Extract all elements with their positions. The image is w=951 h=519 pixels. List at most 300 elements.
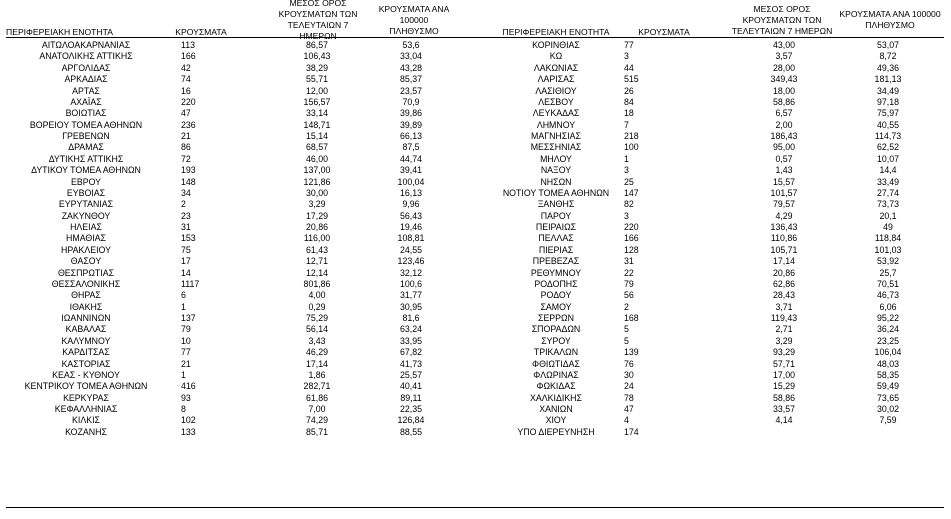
avg-7day-cell: 137,00 bbox=[303, 165, 331, 176]
per-100k-cell: 56,43 bbox=[399, 210, 422, 221]
avg-7day-cell: 12,00 bbox=[305, 85, 328, 96]
header-region-right bbox=[486, 2, 626, 38]
region-cell: ΣΕΡΡΩΝ bbox=[538, 313, 574, 323]
region-cell: ΙΘΑΚΗΣ bbox=[69, 301, 103, 312]
cases-cell: 34 bbox=[181, 187, 191, 198]
cases-cell: 218 bbox=[624, 131, 639, 141]
cases-cell: 26 bbox=[624, 85, 634, 96]
region-cell: ΝΗΣΩΝ bbox=[540, 176, 572, 187]
cases-cell: 133 bbox=[181, 426, 196, 437]
region-cell: ΜΕΣΣΗΝΙΑΣ bbox=[530, 142, 582, 153]
avg-7day-cell: 46,29 bbox=[305, 347, 328, 358]
cases-cell: 86 bbox=[181, 142, 191, 153]
avg-7day-cell: 38,29 bbox=[305, 62, 328, 73]
avg-7day-cell: 43,00 bbox=[772, 40, 795, 50]
avg-7day-cell: 3,71 bbox=[775, 301, 793, 312]
header-avg-line1: ΜΕΣΟΣ ΟΡΟΣ bbox=[289, 0, 347, 8]
per-100k-cell: 100,04 bbox=[397, 176, 425, 187]
region-cell: ΝΑΞΟΥ bbox=[540, 165, 572, 176]
region-cell: ΞΑΝΘΗΣ bbox=[537, 199, 575, 210]
region-cell: ΒΟΙΩΤΙΑΣ bbox=[65, 108, 107, 119]
region-cell: ΘΗΡΑΣ bbox=[71, 290, 101, 301]
avg-7day-cell: 1,43 bbox=[775, 165, 793, 176]
region-cell: ΚΙΛΚΙΣ bbox=[72, 415, 100, 426]
avg-7day-cell: 68,57 bbox=[305, 142, 328, 153]
avg-7day-cell: 75,29 bbox=[305, 313, 328, 323]
table-row bbox=[6, 279, 948, 290]
per-100k-cell: 118,84 bbox=[874, 233, 902, 244]
cases-cell: 18 bbox=[624, 108, 634, 119]
region-cell: ΗΡΑΚΛΕΙΟΥ bbox=[61, 244, 111, 255]
header-region-label: ΠΕΡΙΦΕΡΕΙΑΚΗ ΕΝΟΤΗΤΑ bbox=[502, 27, 610, 37]
cases-cell: 220 bbox=[181, 96, 196, 107]
cases-cell: 74 bbox=[181, 74, 191, 85]
table-row bbox=[6, 370, 948, 381]
avg-7day-cell: 349,43 bbox=[770, 74, 798, 85]
per-100k-cell: 62,52 bbox=[876, 142, 899, 153]
table-row bbox=[6, 268, 948, 279]
cases-cell: 1 bbox=[181, 369, 186, 380]
table-row bbox=[6, 199, 948, 210]
table-row bbox=[6, 177, 948, 188]
avg-7day-cell: 30,00 bbox=[305, 187, 328, 198]
cases-cell: 47 bbox=[181, 108, 191, 119]
cases-cell: 137 bbox=[181, 313, 196, 323]
cases-cell: 4 bbox=[624, 415, 629, 426]
avg-7day-cell: 56,14 bbox=[305, 324, 328, 335]
per-100k-cell: 75,97 bbox=[876, 108, 899, 119]
avg-7day-cell: 105,71 bbox=[770, 244, 798, 255]
cases-cell: 193 bbox=[181, 165, 196, 176]
region-cell: ΦΛΩΡΙΝΑΣ bbox=[533, 369, 579, 380]
per-100k-cell: 81,6 bbox=[402, 313, 420, 323]
avg-7day-cell: 0,57 bbox=[775, 153, 793, 164]
avg-7day-cell: 58,86 bbox=[772, 96, 795, 107]
avg-7day-cell: 28,00 bbox=[772, 62, 795, 73]
cases-cell: 3 bbox=[624, 51, 629, 62]
cases-cell: 7 bbox=[624, 119, 629, 130]
header-cases-label: ΚΡΟΥΣΜΑΤΑ bbox=[175, 27, 227, 37]
region-cell: ΚΕΝΤΡΙΚΟΥ ΤΟΜΕΑ ΑΘΗΝΩΝ bbox=[24, 381, 148, 392]
cases-cell: 2 bbox=[624, 301, 629, 312]
header-avg-line2: ΚΡΟΥΣΜΑΤΩΝ ΤΩΝ bbox=[742, 14, 822, 25]
per-100k-cell: 25,7 bbox=[879, 267, 897, 278]
avg-7day-cell: 119,43 bbox=[770, 313, 798, 323]
avg-7day-cell: 17,14 bbox=[305, 358, 328, 369]
header-avg-line3: ΤΕΛΕΥΤΑΙΩΝ 7 ΗΜΕΡΩΝ bbox=[287, 20, 349, 41]
avg-7day-cell: 1,86 bbox=[308, 369, 326, 380]
per-100k-cell: 181,13 bbox=[874, 74, 902, 85]
footer-rule bbox=[6, 507, 944, 508]
region-cell: ΠΕΙΡΑΙΩΣ bbox=[535, 222, 577, 232]
per-100k-cell: 95,22 bbox=[876, 313, 899, 323]
region-cell: ΕΥΡΥΤΑΝΙΑΣ bbox=[58, 199, 114, 210]
table-row bbox=[6, 188, 948, 199]
region-cell: ΛΗΜΝΟΥ bbox=[536, 119, 576, 130]
cases-cell: 56 bbox=[624, 290, 634, 301]
avg-7day-cell: 2,00 bbox=[775, 119, 793, 130]
per-100k-cell: 49 bbox=[883, 222, 893, 232]
avg-7day-cell: 33,14 bbox=[305, 108, 328, 119]
table-row bbox=[6, 97, 948, 108]
region-cell: ΕΒΡΟΥ bbox=[70, 176, 102, 187]
avg-7day-cell: 3,57 bbox=[775, 51, 793, 62]
avg-7day-cell: 28,43 bbox=[772, 290, 795, 301]
region-cell: ΣΑΜΟΥ bbox=[540, 301, 572, 312]
header-per-line1: ΚΡΟΥΣΜΑΤΑ ΑΝΑ 100000 bbox=[378, 3, 450, 25]
avg-7day-cell: 106,43 bbox=[303, 51, 331, 62]
table-row bbox=[6, 211, 948, 222]
cases-cell: 77 bbox=[181, 347, 191, 358]
table-row bbox=[6, 165, 948, 176]
region-cell: ΦΘΙΩΤΙΔΑΣ bbox=[532, 358, 580, 369]
per-100k-cell: 23,57 bbox=[399, 85, 422, 96]
cases-cell: 139 bbox=[624, 347, 639, 358]
per-100k-cell: 85,37 bbox=[399, 74, 422, 85]
region-cell: ΧΑΝΙΩΝ bbox=[539, 404, 573, 414]
region-cell: ΑΡΓΟΛΙΔΑΣ bbox=[61, 62, 111, 73]
table-row bbox=[6, 381, 948, 392]
cases-cell: 5 bbox=[624, 324, 629, 335]
region-cell: ΘΑΣΟΥ bbox=[70, 256, 102, 267]
per-100k-cell: 34,49 bbox=[876, 85, 899, 96]
region-cell: ΝΟΤΙΟΥ ΤΟΜΕΑ ΑΘΗΝΩΝ bbox=[502, 187, 610, 198]
per-100k-cell: 89,11 bbox=[400, 392, 422, 403]
per-100k-cell: 73,65 bbox=[876, 392, 899, 403]
per-100k-cell: 10,07 bbox=[876, 153, 899, 164]
region-cell: ΧΙΟΥ bbox=[545, 415, 567, 426]
cases-cell: 16 bbox=[181, 85, 191, 96]
per-100k-cell: 24,55 bbox=[399, 244, 422, 255]
cases-cell: 147 bbox=[624, 187, 639, 198]
cases-cell: 1 bbox=[181, 301, 186, 312]
region-cell: ΡΕΘΥΜΝΟΥ bbox=[530, 267, 582, 278]
region-cell: ΑΡΤΑΣ bbox=[72, 85, 100, 96]
per-100k-cell: 58,35 bbox=[876, 369, 899, 380]
cases-cell: 76 bbox=[624, 358, 634, 369]
table-row bbox=[6, 256, 948, 267]
region-cell: ΥΠΟ ΔΙΕΡΕΥΝΗΣΗ bbox=[517, 426, 595, 437]
region-cell: ΡΟΔΟΥ bbox=[540, 290, 572, 301]
avg-7day-cell: 110,86 bbox=[770, 233, 798, 244]
avg-7day-cell: 20,86 bbox=[305, 222, 328, 232]
per-100k-cell: 108,81 bbox=[397, 233, 425, 244]
region-cell: ΚΟΡΙΝΘΙΑΣ bbox=[532, 40, 580, 50]
region-cell: ΦΩΚΙΔΑΣ bbox=[536, 381, 576, 392]
header-per-line1: ΚΡΟΥΣΜΑΤΑ ΑΝΑ 100000 bbox=[839, 9, 941, 19]
cases-cell: 1117 bbox=[181, 278, 200, 289]
per-100k-cell: 123,46 bbox=[397, 256, 425, 267]
header-per-right bbox=[832, 2, 948, 38]
per-100k-cell: 59,49 bbox=[876, 381, 899, 392]
avg-7day-cell: 0,29 bbox=[308, 301, 326, 312]
region-cell: ΚΕΦΑΛΛΗΝΙΑΣ bbox=[54, 404, 118, 414]
table-row bbox=[6, 63, 948, 74]
cases-cell: 31 bbox=[181, 222, 191, 232]
table-row bbox=[6, 290, 948, 301]
region-cell: ΓΡΕΒΕΝΩΝ bbox=[62, 131, 110, 141]
per-100k-cell: 33,95 bbox=[399, 335, 422, 346]
region-cell: ΧΑΛΚΙΔΙΚΗΣ bbox=[530, 392, 582, 403]
table-row bbox=[6, 245, 948, 256]
avg-7day-cell: 93,29 bbox=[772, 347, 795, 358]
per-100k-cell: 49,36 bbox=[876, 62, 899, 73]
per-100k-cell: 25,57 bbox=[399, 369, 422, 380]
table-row bbox=[6, 154, 948, 165]
region-cell: ΣΥΡΟΥ bbox=[541, 335, 571, 346]
avg-7day-cell: 17,00 bbox=[772, 369, 795, 380]
region-cell: ΚΕΑΣ - ΚΥΘΝΟΥ bbox=[52, 369, 120, 380]
region-cell: ΛΑΣΙΘΙΟΥ bbox=[535, 85, 577, 96]
cases-cell: 148 bbox=[181, 176, 196, 187]
region-cell: ΜΑΓΝΗΣΙΑΣ bbox=[531, 131, 581, 141]
cases-cell: 174 bbox=[624, 426, 639, 437]
region-cell: ΡΟΔΟΠΗΣ bbox=[534, 278, 578, 289]
per-100k-cell: 30,02 bbox=[876, 404, 899, 414]
per-100k-cell: 87,5 bbox=[402, 142, 420, 153]
region-cell: ΠΙΕΡΙΑΣ bbox=[538, 244, 574, 255]
table-row bbox=[6, 86, 948, 97]
region-cell: ΣΠΟΡΑΔΩΝ bbox=[531, 324, 581, 335]
per-100k-cell: 48,03 bbox=[876, 358, 899, 369]
per-100k-cell: 100,6 bbox=[399, 278, 422, 289]
per-100k-cell: 46,73 bbox=[876, 290, 899, 301]
per-100k-cell: 31,77 bbox=[399, 290, 422, 301]
per-100k-cell: 39,41 bbox=[399, 165, 422, 176]
cases-cell: 100 bbox=[624, 142, 639, 153]
per-100k-cell: 101,03 bbox=[874, 244, 902, 255]
header-avg-line2: ΚΡΟΥΣΜΑΤΩΝ ΤΩΝ bbox=[278, 9, 358, 19]
per-100k-cell: 32,12 bbox=[399, 267, 422, 278]
avg-7day-cell: 801,86 bbox=[303, 278, 331, 289]
cases-cell: 24 bbox=[624, 381, 634, 392]
table-row bbox=[6, 415, 948, 426]
avg-7day-cell: 15,29 bbox=[772, 381, 795, 392]
cases-cell: 153 bbox=[181, 233, 196, 244]
table-row bbox=[6, 336, 948, 347]
avg-7day-cell: 86,57 bbox=[305, 40, 328, 50]
table-row bbox=[6, 393, 948, 404]
per-100k-cell: 6,06 bbox=[879, 301, 897, 312]
cases-cell: 10 bbox=[181, 335, 191, 346]
cases-cell: 84 bbox=[624, 96, 634, 107]
cases-cell: 77 bbox=[624, 40, 634, 50]
per-100k-cell: 14,4 bbox=[879, 165, 897, 176]
header-avg-line3: ΤΕΛΕΥΤΑΙΩΝ 7 ΗΜΕΡΩΝ bbox=[731, 25, 833, 36]
header-per-line2: ΠΛΗΘΥΣΜΟ bbox=[389, 25, 439, 36]
per-100k-cell: 20,1 bbox=[879, 210, 897, 221]
per-100k-cell: 22,35 bbox=[399, 404, 422, 414]
cases-cell: 6 bbox=[181, 290, 186, 301]
avg-7day-cell: 3,29 bbox=[308, 199, 326, 210]
region-cell: ΠΡΕΒΕΖΑΣ bbox=[532, 256, 580, 267]
avg-7day-cell: 17,14 bbox=[772, 256, 795, 267]
avg-7day-cell: 4,14 bbox=[775, 415, 793, 426]
per-100k-cell: 126,84 bbox=[397, 415, 425, 426]
avg-7day-cell: 148,71 bbox=[303, 119, 331, 130]
header-avg-line1: ΜΕΣΟΣ ΟΡΟΣ bbox=[753, 3, 811, 14]
avg-7day-cell: 46,00 bbox=[305, 153, 328, 164]
cases-cell: 5 bbox=[624, 335, 629, 346]
table-row bbox=[6, 108, 948, 119]
table-row bbox=[6, 313, 948, 324]
cases-cell: 30 bbox=[624, 369, 634, 380]
avg-7day-cell: 18,00 bbox=[772, 85, 795, 96]
avg-7day-cell: 4,29 bbox=[775, 210, 793, 221]
avg-7day-cell: 62,86 bbox=[772, 278, 795, 289]
region-cell: ΑΙΤΩΛΟΑΚΑΡΝΑΝΙΑΣ bbox=[41, 40, 131, 50]
per-100k-cell: 114,73 bbox=[874, 131, 902, 141]
region-cell: ΚΕΡΚΥΡΑΣ bbox=[63, 392, 109, 403]
per-100k-cell: 36,24 bbox=[876, 324, 899, 335]
header-cases-label: ΚΡΟΥΣΜΑΤΑ bbox=[638, 27, 690, 37]
avg-7day-cell: 57,71 bbox=[772, 358, 795, 369]
cases-cell: 22 bbox=[624, 267, 634, 278]
per-100k-cell: 41,73 bbox=[399, 358, 422, 369]
region-cell: ΛΕΣΒΟΥ bbox=[538, 96, 574, 107]
region-cell: ΚΑΛΥΜΝΟΥ bbox=[61, 335, 111, 346]
per-100k-cell: 16,13 bbox=[399, 187, 422, 198]
region-cell: ΚΑΣΤΟΡΙΑΣ bbox=[61, 358, 111, 369]
table-body bbox=[6, 40, 948, 438]
cases-cell: 47 bbox=[624, 404, 634, 414]
avg-7day-cell: 17,29 bbox=[305, 210, 328, 221]
avg-7day-cell: 186,43 bbox=[770, 131, 798, 141]
cases-cell: 166 bbox=[624, 233, 639, 244]
per-100k-cell: 53,6 bbox=[402, 40, 420, 50]
region-cell: ΑΝΑΤΟΛΙΚΗΣ ΑΤΤΙΚΗΣ bbox=[39, 51, 133, 62]
header-avg-left bbox=[268, 0, 368, 41]
table-row bbox=[6, 404, 948, 415]
table-row bbox=[6, 120, 948, 131]
cases-cell: 79 bbox=[624, 278, 634, 289]
cases-cell: 75 bbox=[181, 244, 191, 255]
cases-cell: 3 bbox=[624, 210, 629, 221]
per-100k-cell: 30,95 bbox=[399, 301, 422, 312]
region-cell: ΔΥΤΙΚΗΣ ΑΤΤΙΚΗΣ bbox=[48, 153, 124, 164]
per-100k-cell: 40,41 bbox=[399, 381, 422, 392]
cases-cell: 2 bbox=[181, 199, 186, 210]
cases-cell: 21 bbox=[181, 131, 191, 141]
table-row bbox=[6, 347, 948, 358]
header-region-left bbox=[6, 2, 166, 38]
cases-cell: 166 bbox=[181, 51, 196, 62]
table-row bbox=[6, 324, 948, 335]
cases-cell: 44 bbox=[624, 62, 634, 73]
region-cell: ΗΛΕΙΑΣ bbox=[70, 222, 102, 232]
per-100k-cell: 43,28 bbox=[399, 62, 422, 73]
avg-7day-cell: 6,57 bbox=[775, 108, 793, 119]
avg-7day-cell: 61,43 bbox=[305, 244, 328, 255]
cases-cell: 168 bbox=[624, 313, 639, 323]
region-cell: ΚΟΖΑΝΗΣ bbox=[65, 426, 107, 437]
cases-cell: 3 bbox=[624, 165, 629, 176]
avg-7day-cell: 156,57 bbox=[303, 96, 331, 107]
table-row bbox=[6, 427, 948, 438]
cases-cell: 236 bbox=[181, 119, 196, 130]
table-row bbox=[6, 74, 948, 85]
region-cell: ΑΡΚΑΔΙΑΣ bbox=[64, 74, 108, 85]
avg-7day-cell: 3,29 bbox=[775, 335, 793, 346]
per-100k-cell: 39,89 bbox=[399, 119, 422, 130]
per-100k-cell: 73,73 bbox=[876, 199, 899, 210]
region-cell: ΚΑΡΔΙΤΣΑΣ bbox=[62, 347, 110, 358]
per-100k-cell: 97,18 bbox=[876, 96, 899, 107]
per-100k-cell: 7,59 bbox=[879, 415, 897, 426]
per-100k-cell: 63,24 bbox=[399, 324, 422, 335]
per-100k-cell: 33,04 bbox=[399, 51, 422, 62]
avg-7day-cell: 2,71 bbox=[775, 324, 793, 335]
cases-cell: 79 bbox=[181, 324, 191, 335]
region-cell: ΛΑΡΙΣΑΣ bbox=[537, 74, 575, 85]
table-row bbox=[6, 233, 948, 244]
cases-cell: 25 bbox=[624, 176, 634, 187]
table-row bbox=[6, 359, 948, 370]
per-100k-cell: 8,72 bbox=[879, 51, 897, 62]
cases-cell: 128 bbox=[624, 244, 639, 255]
header-per-left bbox=[364, 2, 464, 38]
header-cases-right bbox=[624, 2, 704, 38]
per-100k-cell: 70,51 bbox=[876, 278, 899, 289]
avg-7day-cell: 61,86 bbox=[305, 392, 328, 403]
table-row bbox=[6, 302, 948, 313]
table-row bbox=[6, 222, 948, 233]
region-cell: ΚΑΒΑΛΑΣ bbox=[65, 324, 107, 335]
cases-cell: 515 bbox=[624, 74, 639, 85]
region-cell: ΙΩΑΝΝΙΝΩΝ bbox=[61, 313, 111, 323]
avg-7day-cell: 20,86 bbox=[772, 267, 795, 278]
cases-cell: 78 bbox=[624, 392, 634, 403]
avg-7day-cell: 95,00 bbox=[772, 142, 795, 153]
per-100k-cell: 27,74 bbox=[876, 187, 899, 198]
table-row bbox=[6, 51, 948, 62]
avg-7day-cell: 85,71 bbox=[305, 426, 328, 437]
avg-7day-cell: 33,57 bbox=[772, 404, 795, 414]
region-cell: ΘΕΣΣΑΛΟΝΙΚΗΣ bbox=[51, 278, 121, 289]
per-100k-cell: 66,13 bbox=[399, 131, 422, 141]
region-cell: ΛΑΚΩΝΙΑΣ bbox=[533, 62, 579, 73]
header-per-line2: ΠΛΗΘΥΣΜΟ bbox=[865, 20, 915, 30]
region-cell: ΗΜΑΘΙΑΣ bbox=[66, 233, 106, 244]
cases-cell: 113 bbox=[181, 40, 196, 50]
region-cell: ΜΗΛΟΥ bbox=[540, 153, 572, 164]
cases-cell: 21 bbox=[181, 358, 191, 369]
per-100k-cell: 67,82 bbox=[399, 347, 422, 358]
avg-7day-cell: 12,71 bbox=[305, 256, 328, 267]
cases-cell: 31 bbox=[624, 256, 634, 267]
table-row bbox=[6, 40, 948, 51]
cases-cell: 14 bbox=[181, 267, 191, 278]
region-cell: ΚΩ bbox=[549, 51, 563, 62]
per-100k-cell: 40,55 bbox=[876, 119, 899, 130]
region-cell: ΒΟΡΕΙΟΥ ΤΟΜΕΑ ΑΘΗΝΩΝ bbox=[29, 119, 143, 130]
per-100k-cell: 39,86 bbox=[399, 108, 422, 119]
cases-cell: 72 bbox=[181, 153, 191, 164]
header-avg-right bbox=[728, 2, 836, 38]
avg-7day-cell: 74,29 bbox=[305, 415, 328, 426]
cases-cell: 102 bbox=[181, 415, 196, 426]
per-100k-cell: 53,92 bbox=[876, 256, 899, 267]
cases-cell: 416 bbox=[181, 381, 196, 392]
header-region-label: ΠΕΡΙΦΕΡΕΙΑΚΗ ΕΝΟΤΗΤΑ bbox=[6, 27, 113, 37]
per-100k-cell: 106,04 bbox=[874, 347, 902, 358]
avg-7day-cell: 7,00 bbox=[308, 404, 326, 414]
per-100k-cell: 9,96 bbox=[402, 199, 420, 210]
avg-7day-cell: 79,57 bbox=[772, 199, 795, 210]
region-cell: ΛΕΥΚΑΔΑΣ bbox=[532, 108, 580, 119]
region-cell: ΖΑΚΥΝΘΟΥ bbox=[61, 210, 111, 221]
per-100k-cell: 88,55 bbox=[399, 426, 422, 437]
